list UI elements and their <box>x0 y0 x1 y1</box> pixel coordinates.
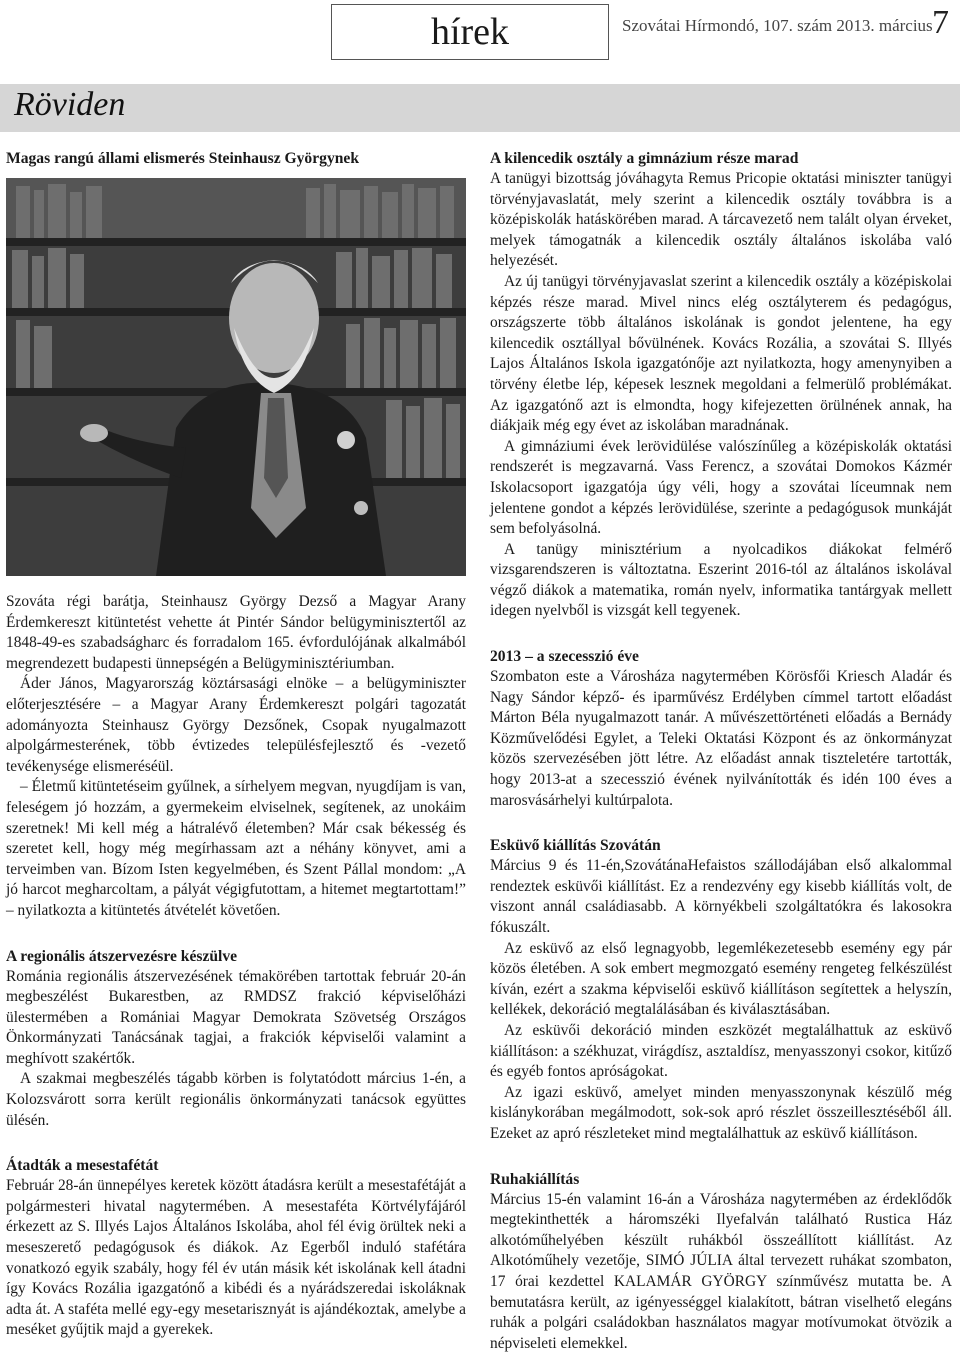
article-title: Ruhakiállítás <box>490 1170 580 1188</box>
paragraph: Áder János, Magyarország köztársasági elnöke – a belügyminiszter előterjesztésére – a Magyar Arany Érdemkereszt polgári tagozatát adományozta Steinhausz György Dezsőnek, Csopak nyugalmazott alpolgármesterének, több évtizedes településfejlesztő és -vezető tevékenysége elismeréséül. <box>6 675 466 775</box>
paragraph: Szováta régi barátja, Steinhausz György Dezső a Magyar Arany Érdemkereszt kitüntetést vehette át Pintér Sándor belügyminisztertől az 1848-49-es szabadságharc és forradalom 165. évfordulójának alkalmából megrendezett budapesti ünnepségén a Belügyminisztériumban. <box>6 593 466 672</box>
paragraph: Szombaton este a Városháza nagytermében Körösfői Kriesch Aladár és Nagy Sándor képző- és iparművész Erdélyben címmel tartott előadást Márton Béla nyugalmazott tanár. A művészettörténeti előadás a Bernády Közművelődési Egylet, a Teleki Oktatási Központ és az önkormányzat közös szervezésében jött létre. Az előadást annak tiszteletére tartották, hogy 2013-at a szecesszió évének nyilvánították és idén 100 éves a marosvásárhelyi kultúrpalota. <box>490 668 952 809</box>
article-title: A kilencedik osztály a gimnázium része marad <box>490 150 799 167</box>
paragraph: Március 15-én valamint 16-án a Városháza nagytermében az érdeklődők megtekinthették a háromszéki Ilyefalván található Rustica Ház alkotóműhelyében készült ruhákból összeállított kiállítást. Az Alkotóműhely vezetője, SIMÓ JÚLIA által tervezett ruhákat szombaton, 17 órai kezdettel KALAMÁR GYÖRGY színművész mutatta be. A bemutatásra került, az igényességgel kialakított, bátran viselhető elegáns ruhák a polgári családokban használatos magyar motívumokat ötvözik a népviseleti elemekkel. <box>490 1190 952 1352</box>
paragraph: Február 28-án ünnepélyes keretek között átadásra került a mesestafétáját a polgármesteri hivatal nagytermében. A mesestaféta Körtvélyfájáról érkezett az S. Illyés Lajos Általános Iskolába, ahol fél évig örültek neki a meseszerető pedagógusok és diákok. Az Egerből induló stafétára vonatkozó egyik szabály, hogy fél év után másik két iskolának kell átadni így Kovács Rozália igazgatónő a kibédi és a nyárádszeredai iskoláknak adta át. A staféta mellé egy-egy mesetarisznyát is ajándékoztak, amelybe a meséket gyűjtik majd a gyerekek. <box>6 1177 466 1339</box>
left-column <box>6 148 466 1341</box>
section-header: hírek <box>331 4 609 60</box>
paragraph: A tanügy minisztérium a nyolcadikos diákokat felmérő vizsgarendszeren is változtatna. Eszerint 2016-tól az általános iskolával végző diákok a matematika, román nyelv, informatika tantárgyak mellett idegen nyelvből is vizsgát kell tegyenek. <box>490 540 952 620</box>
section-banner <box>0 84 960 132</box>
paragraph: – Életmű kitüntetéseim gyűlnek, a sírhelyem megvan, nyugdíjam is van, feleségem jó hozzám, a gyermekeim elviselnek, segítenek, az unokáim szeretnek! Mi kell még a hátralévő életemben? Már csak békesség és szeretet kell, hogy még megírhassam azt a néhány könyvet, ami a terveimben van. Bízom Isten kegyelmében, és Szent Pállal mondom: „A jó harcot megharcoltam, a pályát végigfutottam, a hitemet megtartottam!” – nyilatkozta a kitüntetés átvételét követően. <box>6 778 466 919</box>
paragraph: Az esküvői dekoráció minden eszközét megtalálhattuk az esküvő kiállításon: a székhuzat, virágdísz, asztaldísz, menyasszonyi csokor, kitűző és egyéb fontos apróságokat. <box>490 1021 952 1081</box>
article-title: 2013 – a szecesszió éve <box>490 648 639 666</box>
article-title: Esküvő kiállítás Szovátán <box>490 837 661 855</box>
paragraph: Az esküvő az első legnagyobb, legemlékezetesebb esemény egy pár közös életében. A sok embert megmozgató esemény rengeteg felkészülést kíván, ezért a szakma képviselői esküvő kiállításon segítettek a helyszín, kellékek, dekoráció megtalálásában és kiválasztásában. <box>490 939 952 1019</box>
paragraph: A tanügyi bizottság jóváhagyta Remus Pricopie oktatási miniszter tanügyi törvényjavaslatát, mely szerint a kilencedik osztály továbbra is a középiskolák hatáskörében marad. A tárcavezető nem talált olyan érveket, melyek támogatnák a kilencedik osztály általános iskolába való helyezését. <box>490 170 952 270</box>
paragraph: A szakmai megbeszélés tágabb körben is folytatódott március 1-én, a Kolozsvárott sorra került regionális önkormányzati tanácsok együttes ülésén. <box>6 1070 466 1129</box>
issue-info: Szovátai Hírmondó, 107. szám 2013. március <box>622 16 933 35</box>
article-title: A regionális átszervezésre készülve <box>6 947 238 965</box>
paragraph: Március 9 és 11-én,SzovátánaHefaistos szállodájában első alkalommal rendeztek esküvői kiállítást. Ez a rendezvény egy kisebb kiállítás volt, de viszont annál családiasabb. A környékbeli szolgáltatókra és lakosokra fókuszált. <box>490 857 952 936</box>
paragraph: Románia regionális átszervezésének témakörében tartottak február 20-án megbeszélést Bukarestben, az RMDSZ frakció képviselőházi ülestermében a Romániai Magyar Demokrata Szövetség Országos Önkormányzati Tanácsának tagjai, a frakciók képviselői valamint a meghívott szakértők. <box>6 967 466 1067</box>
article-title: Átadták a mesestafétát <box>6 1157 159 1175</box>
banner-title: Röviden <box>14 86 126 123</box>
page-number: 7 <box>932 4 949 41</box>
paragraph: Az igazi esküvő, amelyet minden menyasszonynak készülő még kislánykorában megálmodott, sok-sok apró részlet összeillesztéséből áll. Ezeket az apró részleteket mind megtalálhattuk az esküvő kiállításon. <box>490 1083 952 1142</box>
portrait-photo <box>6 178 466 576</box>
paragraph: A gimnáziumi évek lerövidülése valószínűleg a középiskolák oktatási rendszerét is megzavarná. Vass Ferencz, a szovátai Domokos Kázmér Iskolacsoport igazgatója úgy véli, hogy a szovátai líceumnak nem jelentene gondot a képzés lerövidülése, szerinte a pedagógusok munkáját sem befolyásolná. <box>490 437 952 538</box>
article-title: Magas rangú állami elismerés Steinhausz Györgynek <box>6 150 360 167</box>
right-column <box>490 148 952 1354</box>
portrait-illustration <box>6 178 466 576</box>
paragraph: Az új tanügyi törvényjavaslat szerint a kilencedik osztály a középiskolai képzés része marad. Mivel nincs elég osztályterem és pedagógus, országszerte több általános iskolának is gondot jelentene, ha egy kilencedik osztállyal bővülnének. Kovács Rozália, a szovátai S. Illyés Lajos Általános Iskola igazgatónője azt nyilatkozta, hogy amenynyiben a törvény életbe lép, képesek lesznek megoldani a felmerülő problémákat. Az igazgatónő azt is elmondta, hogy kifejezetten örülnének annak, ha diákjaik még egy évet az iskolában maradnának. <box>490 272 952 435</box>
